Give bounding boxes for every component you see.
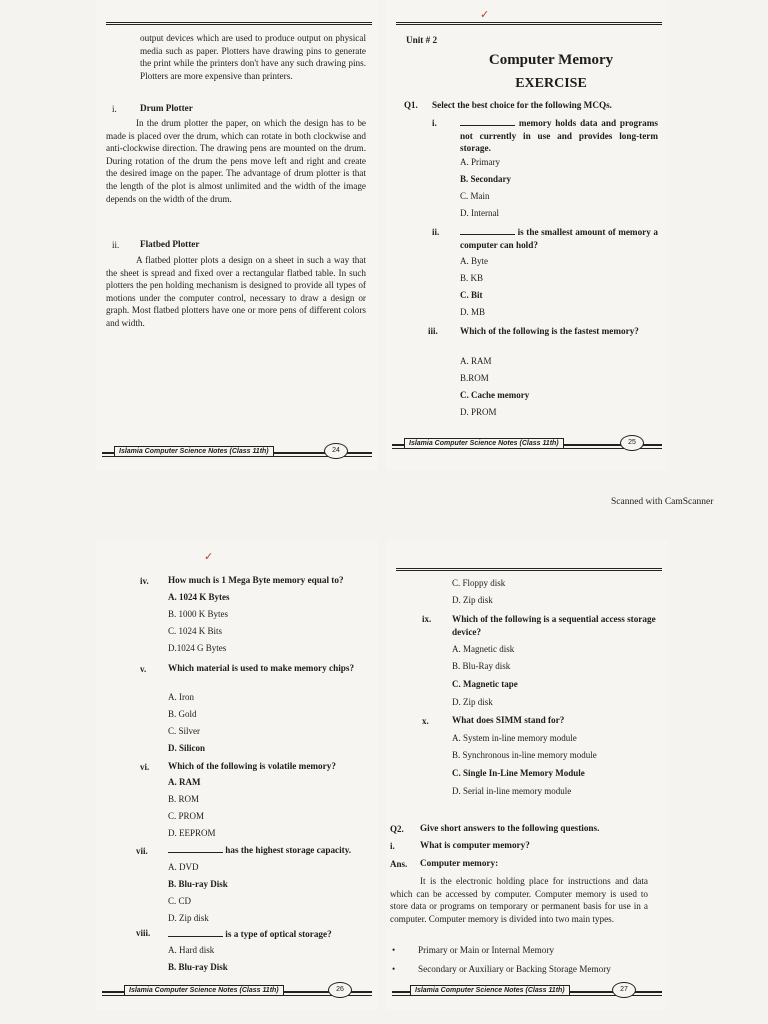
footer-label: Islamia Computer Science Notes (Class 11th) (410, 985, 570, 996)
unit-label: Unit # 2 (406, 35, 438, 45)
question-text: is the smallest amount of memory a computer can hold? (460, 227, 658, 250)
option: A. Iron (168, 692, 194, 702)
option: C. CD (168, 896, 192, 906)
option: A. RAM (460, 356, 492, 366)
option: D. Zip disk (452, 595, 493, 605)
answer-paragraph: It is the electronic holding place for instructions and data which can be accessed by computer. Computer memory is used to store data or programs on temporary or permanent basis for use in a computer. Computer memory is divided into two main types. (390, 876, 648, 924)
option: B. Secondary (460, 174, 512, 184)
option: A. System in-line memory module (452, 733, 577, 743)
q1-number: Q1. (404, 100, 418, 110)
footer (392, 438, 662, 452)
exercise-title: EXERCISE (515, 76, 587, 91)
option: D. Internal (460, 208, 499, 218)
option: D. PROM (460, 407, 497, 417)
q-number: ii. (432, 227, 440, 237)
page-number: 25 (620, 435, 644, 451)
option: D. Serial in-line memory module (452, 786, 572, 796)
page-number: 27 (612, 982, 636, 998)
option: D. MB (460, 307, 486, 317)
footer-label: Islamia Computer Science Notes (Class 11th) (404, 438, 564, 449)
q-number: viii. (136, 928, 151, 938)
option: C. Magnetic tape (452, 679, 518, 689)
question-text: has the highest storage capacity. (168, 844, 351, 857)
page-title: Computer Memory (488, 52, 614, 68)
option: C. Silver (168, 726, 201, 736)
option: B. Blu-ray Disk (168, 879, 228, 889)
list-item: Secondary or Auxiliary or Backing Storage Memory (418, 964, 611, 974)
q-number: iii. (428, 326, 438, 336)
scanner-note: Scanned with CamScanner (611, 497, 714, 507)
question-text: What is computer memory? (420, 840, 530, 850)
option: A. RAM (168, 777, 201, 787)
header-rule (396, 22, 662, 25)
option: A. DVD (168, 862, 199, 872)
option: C. PROM (168, 811, 205, 821)
option: B. Blu-Ray disk (452, 661, 511, 671)
option: B.ROM (460, 373, 489, 383)
check-mark-icon: ✓ (480, 8, 490, 21)
q2-number: Q2. (390, 824, 404, 834)
q-number: i. (432, 118, 437, 128)
check-mark-icon: ✓ (204, 550, 214, 563)
option: C. Main (460, 191, 490, 201)
option: B. 1000 K Bytes (168, 609, 229, 619)
page-24 (96, 0, 378, 470)
question-text: How much is 1 Mega Byte memory equal to? (168, 575, 344, 585)
footer (102, 985, 372, 999)
footer-label: Islamia Computer Science Notes (Class 11th) (124, 985, 284, 996)
question-text: Which of the following is a sequential access storage device? (452, 614, 656, 637)
intro-paragraph: output devices which are used to produce output on physical media such as paper. Plotters have drawing pins to generate the print while the printers don't have any such drawing pins. Plotters are more expensive than printers. (140, 33, 366, 81)
footer-label: Islamia Computer Science Notes (Class 11th) (114, 446, 274, 457)
option: C. Bit (460, 290, 483, 300)
footer (392, 985, 662, 999)
option: C. 1024 K Bits (168, 626, 223, 636)
q-number: vi. (140, 762, 150, 772)
page-26 (96, 540, 378, 1010)
option: D. Zip disk (452, 697, 493, 707)
option: C. Floppy disk (452, 578, 506, 588)
option: A. Primary (460, 157, 500, 167)
flatbed-title: Flatbed Plotter (140, 239, 200, 249)
option: A. 1024 K Bytes (168, 592, 230, 602)
question-text: memory holds data and programs not currently in use and provides long-term storage. (460, 118, 658, 154)
option: C. Cache memory (460, 390, 530, 400)
flatbed-number: ii. (112, 240, 120, 250)
footer (102, 446, 372, 460)
question-text: What does SIMM stand for? (452, 715, 565, 725)
q-number: vii. (136, 846, 148, 856)
question-text: is a type of optical storage? (168, 928, 332, 941)
drum-number: i. (112, 104, 117, 114)
page-number: 26 (328, 982, 352, 998)
option: D.1024 G Bytes (168, 643, 227, 653)
option: D. Silicon (168, 743, 206, 753)
q-number: v. (140, 664, 147, 674)
option: C. Single In-Line Memory Module (452, 768, 585, 778)
option: A. Hard disk (168, 945, 215, 955)
answer-title: Computer memory: (420, 858, 499, 868)
option: A. Byte (460, 256, 488, 266)
flatbed-paragraph: A flatbed plotter plots a design on a sheet in such a way that the sheet is spread and fixed over a rectangular flatbed table. In such plotters the pen holding mechanism is designed to provide all types of motions under the computer control, necessary to draw a design or graph. Most flatbed plotters have one or more pens of different colors and width. (106, 255, 366, 328)
page-25 (386, 0, 668, 470)
page-number: 24 (324, 443, 348, 459)
drum-paragraph: In the drum plotter the paper, on which the design has to be made is placed over the drum, which can rotate in both clockwise and anti-clockwise direction. The drawing pens are mounted on the drum. During rotation of the drum the pens move left and right and create the desired image on the paper. The advantage of drum plotter is that the length of the plot is almost unlimited and the width of the image depends on the width of the drum. (106, 118, 366, 204)
header-rule (396, 568, 662, 571)
option: D. EEPROM (168, 828, 216, 838)
header-rule (106, 22, 372, 25)
q-number: x. (422, 716, 429, 726)
answer-label: Ans. (390, 859, 408, 869)
option: D. Zip disk (168, 913, 209, 923)
q-number: ix. (422, 614, 432, 624)
option: A. Magnetic disk (452, 644, 515, 654)
bullet-icon: • (392, 945, 396, 955)
question-text: Which of the following is the fastest memory? (460, 326, 639, 336)
list-item: Primary or Main or Internal Memory (418, 945, 554, 955)
question-text: Which of the following is volatile memory? (168, 761, 336, 771)
q1-text: Select the best choice for the following MCQs. (432, 100, 612, 110)
option: B. ROM (168, 794, 200, 804)
option: B. Gold (168, 709, 197, 719)
option: B. Blu-ray Disk (168, 962, 228, 972)
q-number: i. (390, 841, 395, 851)
q-number: iv. (140, 576, 149, 586)
q2-text: Give short answers to the following questions. (420, 823, 600, 833)
page-27 (386, 540, 668, 1010)
option: B. KB (460, 273, 484, 283)
option: B. Synchronous in-line memory module (452, 750, 597, 760)
question-text: Which material is used to make memory chips? (168, 663, 355, 673)
drum-title: Drum Plotter (140, 103, 193, 113)
bullet-icon: • (392, 964, 396, 974)
